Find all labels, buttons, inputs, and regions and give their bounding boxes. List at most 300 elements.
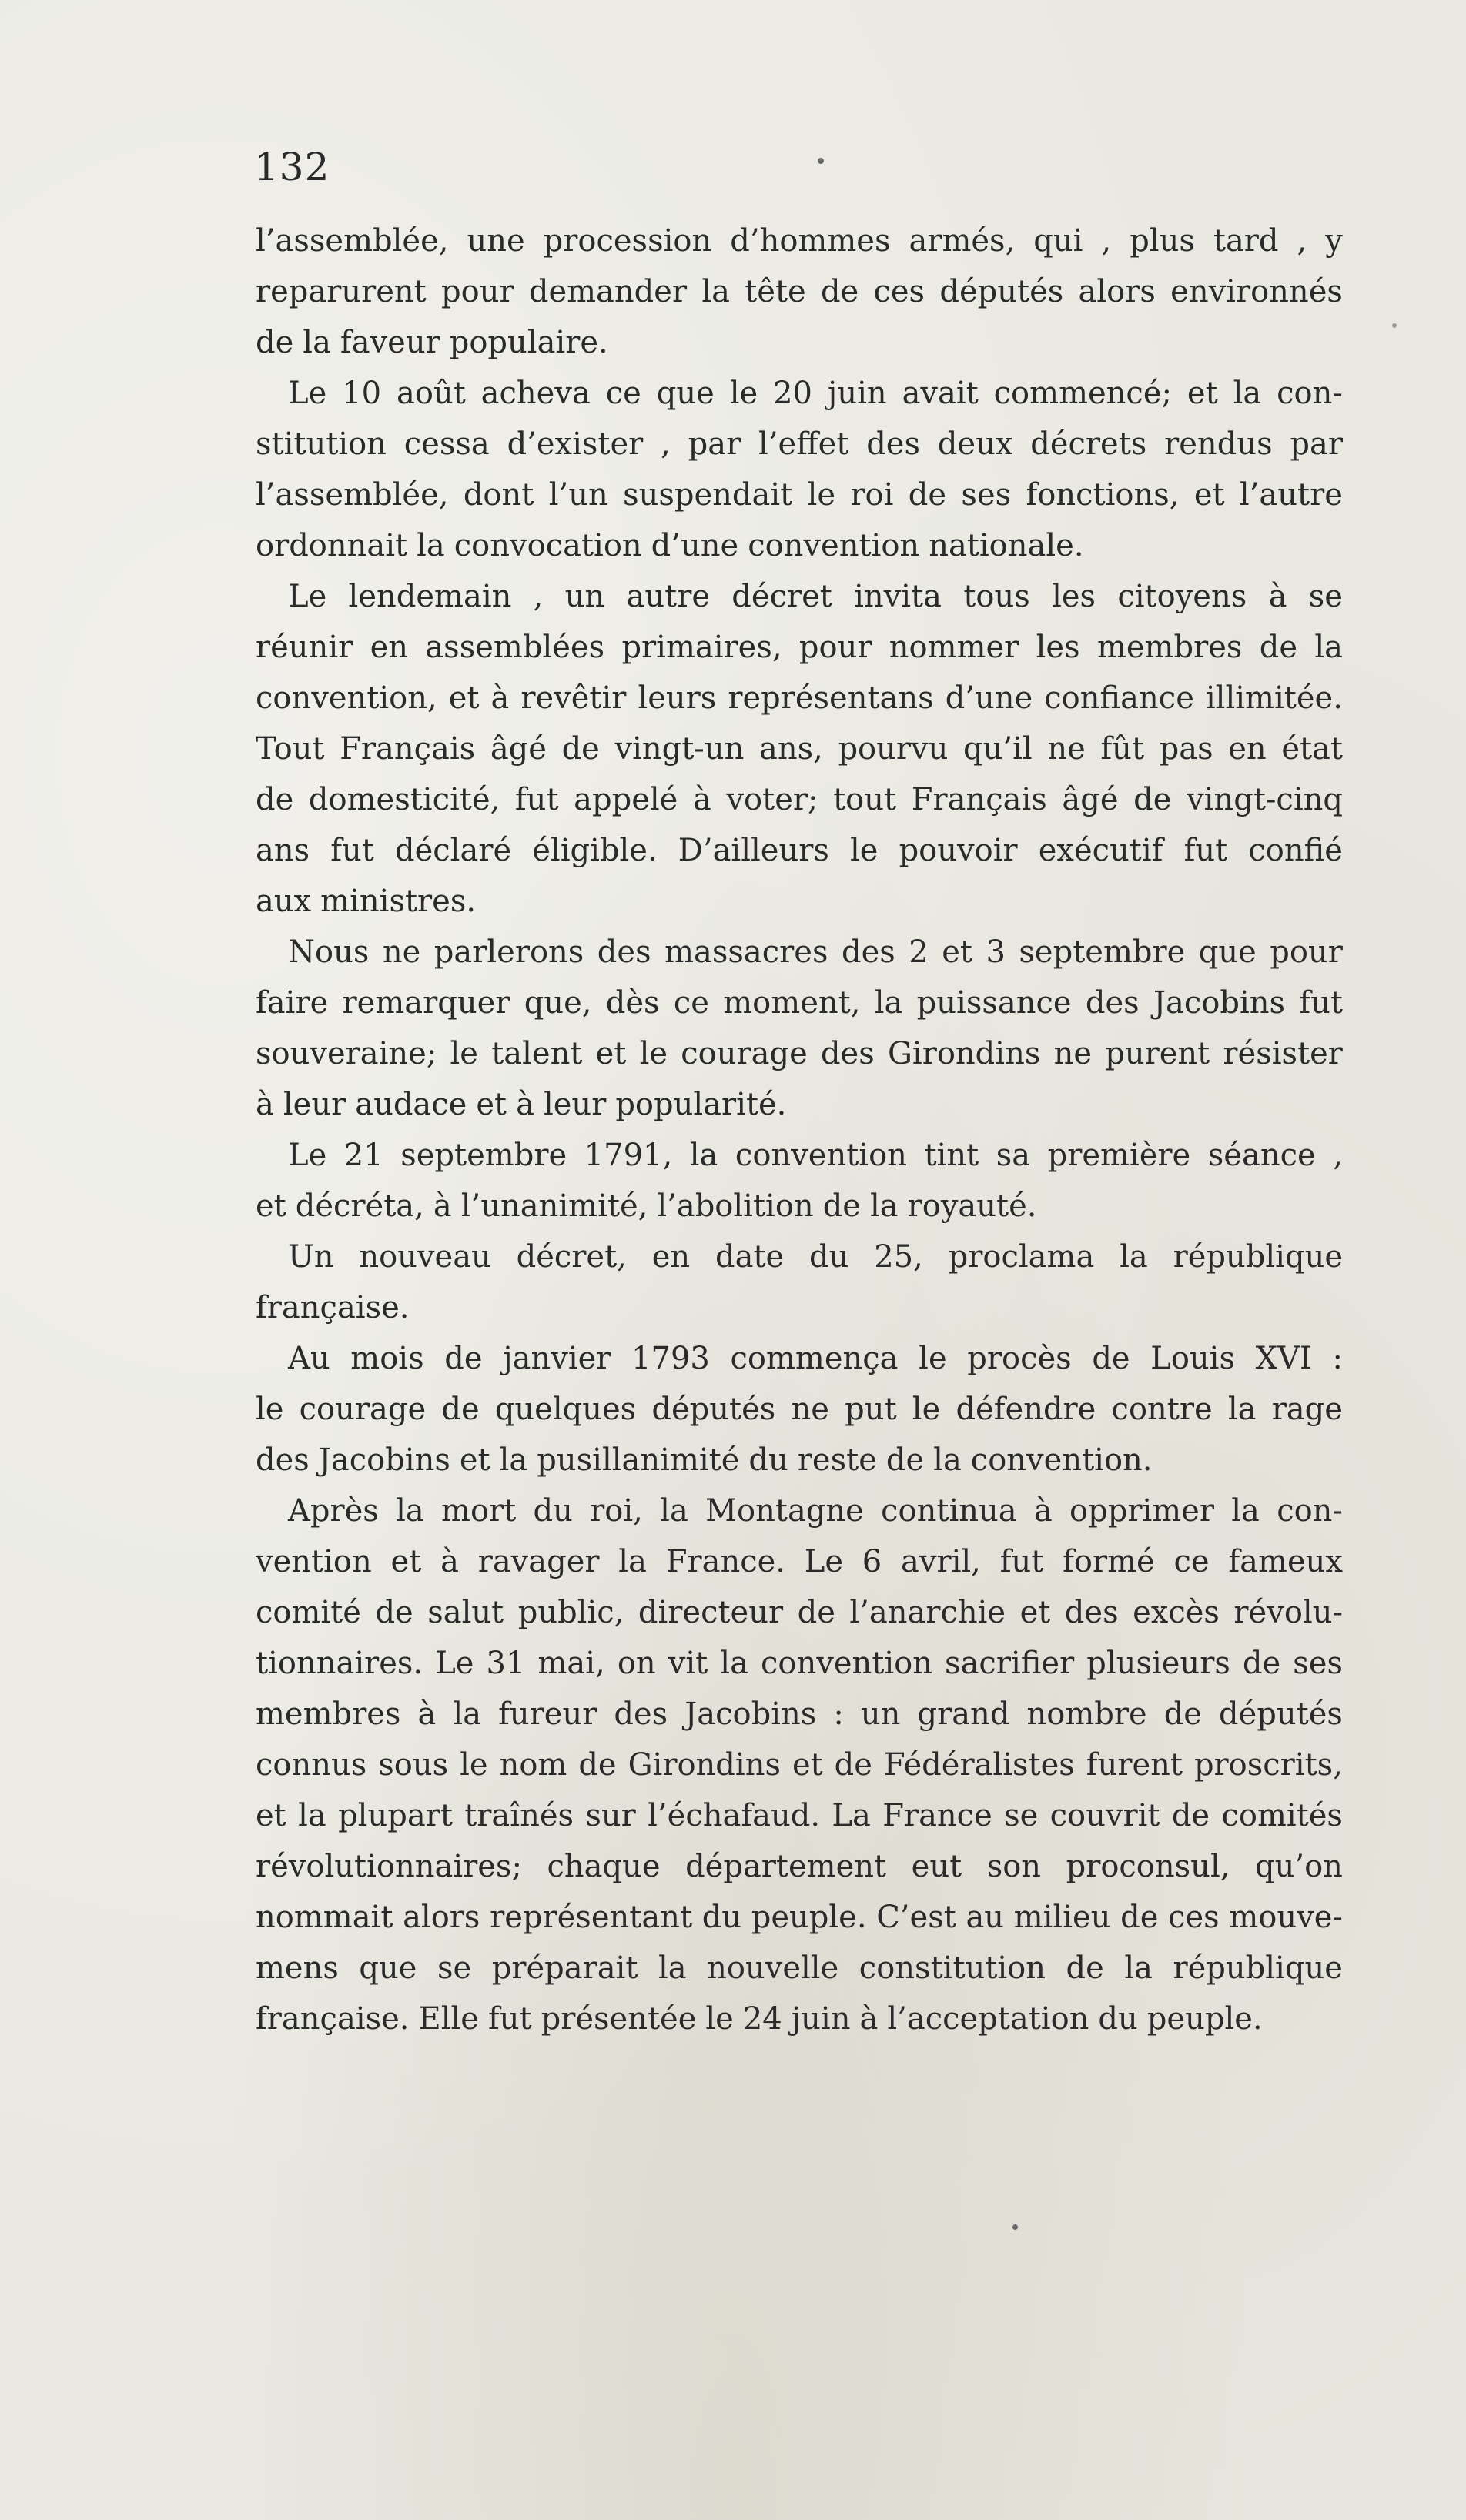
- word: juin: [827, 376, 887, 411]
- text-line: [256, 1587, 1343, 1638]
- word: reste: [797, 1442, 877, 1478]
- word: sa: [996, 1138, 1031, 1173]
- word: pour: [441, 274, 514, 309]
- word: de: [1163, 1696, 1202, 1732]
- word: mouve-: [1229, 1900, 1343, 1935]
- word: stitution: [256, 426, 387, 462]
- word: fut: [514, 782, 559, 817]
- word: et: [390, 1544, 422, 1579]
- word: par: [1290, 426, 1343, 462]
- text-line: [256, 1994, 1343, 2044]
- word: procession: [543, 223, 712, 259]
- word: Français: [340, 731, 476, 767]
- word: 21: [343, 1138, 383, 1173]
- word: fût: [1100, 731, 1145, 767]
- word: vit: [668, 1646, 708, 1681]
- word: de: [578, 1747, 617, 1783]
- text-line: [256, 1486, 1343, 1536]
- word: âgé: [490, 731, 547, 767]
- word: des: [1064, 1595, 1119, 1630]
- word: la: [720, 1646, 748, 1681]
- word: vention: [256, 1544, 372, 1579]
- word: septembre: [1019, 934, 1186, 970]
- word: des: [841, 934, 895, 970]
- word: la: [1233, 376, 1262, 411]
- word: Montagne: [705, 1493, 864, 1529]
- word: :: [833, 1696, 844, 1732]
- word: la: [689, 1138, 718, 1173]
- word: de: [375, 1595, 413, 1630]
- word: aux: [256, 884, 312, 919]
- word: ne: [791, 1392, 829, 1427]
- word: Nous: [288, 934, 370, 970]
- word: de: [561, 731, 600, 767]
- word: qui: [1033, 223, 1083, 259]
- word: éligible.: [532, 833, 658, 868]
- text-line: [256, 622, 1343, 673]
- text-line: [256, 1689, 1343, 1740]
- word: et: [942, 934, 972, 970]
- word: les: [1036, 630, 1080, 665]
- word: avril,: [901, 1544, 981, 1579]
- word: pour: [1270, 934, 1343, 970]
- word: ce: [1173, 1544, 1210, 1579]
- word: armés,: [909, 223, 1016, 259]
- word: Jacobins: [318, 1442, 450, 1478]
- word: acheva: [480, 376, 591, 411]
- word: le: [705, 2001, 734, 2037]
- word: et: [448, 680, 480, 716]
- word: fut: [999, 1544, 1044, 1579]
- word: française.: [256, 2001, 410, 2037]
- word: ans: [256, 833, 310, 868]
- word: des: [614, 1696, 668, 1732]
- word: fut: [1299, 985, 1343, 1021]
- word: 31: [486, 1646, 526, 1681]
- word: plupart: [338, 1798, 453, 1833]
- word: à: [440, 1544, 459, 1579]
- word: du: [533, 1493, 573, 1529]
- word: pusillanimité: [537, 1442, 740, 1478]
- word: de: [1092, 1341, 1130, 1376]
- word: et: [256, 1798, 286, 1833]
- word: procès: [967, 1341, 1072, 1376]
- word: un: [564, 579, 605, 614]
- word: France.: [665, 1544, 785, 1579]
- word: convention: [760, 1646, 932, 1681]
- word: Le: [288, 1138, 327, 1173]
- word: ses: [961, 477, 1012, 513]
- text-line: [256, 520, 1343, 571]
- word: convention: [735, 1138, 907, 1173]
- word: des: [1085, 985, 1140, 1021]
- text-line: [256, 1841, 1343, 1892]
- word: y: [1325, 223, 1343, 259]
- word: des: [866, 426, 921, 462]
- word: à: [516, 1087, 534, 1122]
- word: commencé;: [993, 376, 1172, 411]
- word: put: [845, 1392, 897, 1427]
- word: confiance: [1044, 680, 1194, 716]
- word: Jacobins: [684, 1696, 817, 1732]
- word: popularité.: [615, 1087, 787, 1122]
- word: de: [1242, 1646, 1281, 1681]
- word: d’hommes: [730, 223, 891, 259]
- paper-speck: [818, 158, 824, 164]
- word: séance: [1207, 1138, 1316, 1173]
- word: septembre: [400, 1138, 567, 1173]
- word: peuple.: [1146, 2001, 1263, 2037]
- text-line: [256, 1181, 1343, 1232]
- word: Girondins: [628, 1747, 781, 1783]
- text-line: [256, 368, 1343, 419]
- word: faveur: [340, 325, 440, 360]
- word: 1793: [631, 1341, 710, 1376]
- word: l’un: [548, 477, 608, 513]
- word: ne: [1047, 731, 1086, 767]
- word: la: [1124, 1950, 1153, 1986]
- word: tard: [1213, 223, 1279, 259]
- word: fut: [487, 2001, 532, 2037]
- word: mois: [350, 1341, 424, 1376]
- word: citoyens: [1117, 579, 1247, 614]
- word: des: [820, 1036, 875, 1071]
- word: quelques: [494, 1392, 637, 1427]
- word: tionnaires.: [256, 1646, 423, 1681]
- word: Girondins: [887, 1036, 1041, 1071]
- word: de: [820, 274, 859, 309]
- word: la: [298, 1798, 326, 1833]
- text-line: [256, 1435, 1343, 1486]
- word: décret: [731, 579, 832, 614]
- word: d’exister: [507, 426, 644, 462]
- word: D’ailleurs: [678, 833, 829, 868]
- word: la: [660, 1493, 688, 1529]
- word: réunir: [256, 630, 353, 665]
- word: assemblées: [425, 630, 605, 665]
- word: primaires,: [621, 630, 782, 665]
- word: opprimer: [1069, 1493, 1214, 1529]
- word: la: [417, 528, 445, 563]
- word: commença: [730, 1341, 899, 1376]
- word: plusieurs: [1086, 1646, 1230, 1681]
- word: parlerons: [433, 934, 584, 970]
- word: le: [729, 376, 758, 411]
- word: confié: [1248, 833, 1343, 868]
- text-line: [256, 724, 1343, 774]
- word: souveraine;: [256, 1036, 437, 1071]
- word: en: [370, 630, 408, 665]
- word: Le: [804, 1544, 844, 1579]
- word: le: [807, 477, 836, 513]
- word: résister: [1223, 1036, 1343, 1071]
- word: la: [869, 1188, 899, 1224]
- word: leur: [543, 1087, 607, 1122]
- word: de: [1133, 782, 1172, 817]
- word: première: [1047, 1138, 1191, 1173]
- word: à: [256, 1087, 274, 1122]
- word: députés: [1219, 1696, 1343, 1732]
- word: état: [1281, 731, 1343, 767]
- word: courage: [681, 1036, 808, 1071]
- word: revêtir: [520, 680, 627, 716]
- word: fut: [330, 833, 374, 868]
- word: talent: [491, 1036, 583, 1071]
- word: des: [256, 1442, 310, 1478]
- word: département: [685, 1849, 887, 1884]
- word: exécutif: [1038, 833, 1163, 868]
- word: roi,: [590, 1493, 643, 1529]
- word: la: [658, 1950, 687, 1986]
- word: nouvelle: [707, 1950, 839, 1986]
- word: au: [966, 1900, 1005, 1935]
- word: suspendait: [623, 477, 793, 513]
- word: couvrit: [1049, 1798, 1160, 1833]
- word: audace: [355, 1087, 467, 1122]
- text-line: [256, 317, 1343, 368]
- word: France: [882, 1798, 992, 1833]
- word: XVI: [1255, 1341, 1312, 1376]
- word: défendre: [956, 1392, 1096, 1427]
- word: 20: [773, 376, 812, 411]
- word: députés: [651, 1392, 776, 1427]
- word: à: [1033, 1493, 1053, 1529]
- paper-speck: [1012, 2224, 1018, 2230]
- word: La: [832, 1798, 871, 1833]
- word: autre: [626, 579, 710, 614]
- word: le: [919, 1341, 947, 1376]
- word: convocation: [454, 528, 642, 563]
- word: on: [617, 1646, 656, 1681]
- word: courage: [299, 1392, 427, 1427]
- word: puissance: [916, 985, 1072, 1021]
- word: la: [453, 1696, 482, 1732]
- word: Un: [288, 1239, 334, 1275]
- word: remarquer: [342, 985, 510, 1021]
- word: de: [822, 1188, 861, 1224]
- word: et: [1193, 477, 1225, 513]
- word: à: [417, 1696, 437, 1732]
- word: qu’on: [1254, 1849, 1343, 1884]
- word: le: [450, 1036, 478, 1071]
- word: Français: [911, 782, 1047, 817]
- word: environnés: [1170, 274, 1343, 309]
- word: française.: [256, 1290, 410, 1325]
- word: l’échafaud.: [648, 1798, 821, 1833]
- word: ces: [873, 274, 925, 309]
- word: pas: [1159, 731, 1213, 767]
- word: ses: [1293, 1646, 1343, 1681]
- word: à: [859, 2001, 879, 2037]
- word: convention,: [256, 680, 437, 716]
- text-line: [256, 1536, 1343, 1587]
- word: nombre: [1026, 1696, 1147, 1732]
- word: convention: [748, 528, 920, 563]
- word: ans,: [758, 731, 823, 767]
- word: Tout: [256, 731, 325, 767]
- word: qu’il: [963, 731, 1033, 767]
- word: connus: [256, 1747, 367, 1783]
- word: de: [444, 1341, 483, 1376]
- word: illimitée.: [1205, 680, 1343, 716]
- text-line: [256, 1638, 1343, 1689]
- word: janvier: [503, 1341, 611, 1376]
- word: massacres: [664, 934, 828, 970]
- word: 10: [342, 376, 382, 411]
- word: et: [476, 1087, 507, 1122]
- word: 1791,: [584, 1138, 673, 1173]
- text-line: [256, 1282, 1343, 1333]
- word: représentant: [490, 1900, 693, 1935]
- body-text: [256, 216, 1343, 2044]
- word: le: [850, 833, 879, 868]
- word: proconsul,: [1066, 1849, 1230, 1884]
- word: fameux: [1228, 1544, 1343, 1579]
- word: l’assemblée,: [256, 223, 449, 259]
- text-line: [256, 571, 1343, 622]
- word: membres: [1096, 630, 1243, 665]
- word: roi: [850, 477, 894, 513]
- word: et: [459, 1442, 490, 1478]
- word: se: [1308, 579, 1343, 614]
- word: pourvu: [838, 731, 949, 767]
- word: à: [692, 782, 711, 817]
- text-line: [256, 673, 1343, 724]
- word: l’autre: [1239, 477, 1343, 513]
- word: du: [701, 1900, 742, 1935]
- word: août: [396, 376, 466, 411]
- word: nouveau: [359, 1239, 491, 1275]
- word: proclama: [948, 1239, 1095, 1275]
- word: âgé: [1062, 782, 1119, 817]
- word: la: [1227, 1392, 1257, 1427]
- text-line: [256, 470, 1343, 520]
- word: directeur: [638, 1595, 784, 1630]
- text-line: [256, 1028, 1343, 1079]
- word: que: [1198, 934, 1257, 970]
- word: ministres.: [320, 884, 477, 919]
- word: d’une: [651, 528, 739, 563]
- word: ,: [1101, 223, 1112, 259]
- word: représentans: [728, 680, 934, 716]
- word: demander: [528, 274, 688, 309]
- word: sur: [585, 1798, 636, 1833]
- word: que: [656, 376, 715, 411]
- word: fonctions,: [1026, 477, 1180, 513]
- word: voter;: [726, 782, 818, 817]
- word: tout: [833, 782, 897, 817]
- word: république: [1173, 1239, 1343, 1275]
- word: reparurent: [256, 274, 427, 309]
- word: ordonnait: [256, 528, 408, 563]
- word: le: [256, 1392, 284, 1427]
- word: Au: [288, 1341, 330, 1376]
- word: sous: [378, 1747, 449, 1783]
- word: alors: [403, 1900, 480, 1935]
- word: et: [792, 1747, 823, 1783]
- word: la: [874, 985, 903, 1021]
- word: sacrifier: [945, 1646, 1075, 1681]
- word: convention.: [970, 1442, 1153, 1478]
- word: une: [467, 223, 525, 259]
- word: ,: [661, 426, 671, 462]
- text-line: [256, 1384, 1343, 1435]
- word: 24: [742, 2001, 782, 2037]
- word: d’une: [945, 680, 1033, 716]
- word: domesticité,: [308, 782, 500, 817]
- word: avait: [902, 376, 979, 411]
- word: plus: [1130, 223, 1195, 259]
- word: ,: [1297, 223, 1307, 259]
- word: du: [809, 1239, 849, 1275]
- word: salut: [427, 1595, 504, 1630]
- word: déclaré: [395, 833, 512, 868]
- text-line: [256, 1943, 1343, 1994]
- word: du: [1098, 2001, 1138, 2037]
- word: formé: [1063, 1544, 1155, 1579]
- word: la: [1314, 630, 1343, 665]
- word: nommer: [889, 630, 1019, 665]
- word: la: [1120, 1239, 1148, 1275]
- word: purent: [1105, 1036, 1210, 1071]
- text-line: [256, 1790, 1343, 1841]
- word: milieu: [1013, 1900, 1111, 1935]
- word: de: [256, 325, 294, 360]
- word: Jacobins: [1153, 985, 1286, 1021]
- word: Le: [435, 1646, 474, 1681]
- word: la: [1231, 1493, 1260, 1529]
- word: l’anarchie: [849, 1595, 1006, 1630]
- word: en: [651, 1239, 691, 1275]
- word: nom: [499, 1747, 567, 1783]
- word: des: [597, 934, 651, 970]
- text-line: [256, 1232, 1343, 1282]
- word: la: [933, 1442, 962, 1478]
- word: ne: [382, 934, 421, 970]
- word: de: [441, 1392, 480, 1427]
- word: Après: [288, 1493, 379, 1529]
- word: à: [490, 680, 510, 716]
- word: se: [437, 1950, 472, 1986]
- word: con-: [1277, 376, 1343, 411]
- word: C’est: [876, 1900, 956, 1935]
- word: dès: [605, 985, 660, 1021]
- word: peuple.: [751, 1900, 867, 1935]
- text-line: [256, 825, 1343, 876]
- text-line: [256, 216, 1343, 266]
- word: le: [912, 1392, 941, 1427]
- word: :: [1332, 1341, 1343, 1376]
- word: que,: [524, 985, 592, 1021]
- word: furent: [1086, 1747, 1183, 1783]
- word: de: [1259, 630, 1298, 665]
- text-line: [256, 1079, 1343, 1130]
- word: le: [460, 1747, 488, 1783]
- word: la: [303, 325, 331, 360]
- word: l’assemblée,: [256, 477, 449, 513]
- word: tête: [745, 274, 806, 309]
- word: tint: [924, 1138, 979, 1173]
- word: mai,: [537, 1646, 605, 1681]
- word: constitution: [859, 1950, 1046, 1986]
- word: son: [986, 1849, 1042, 1884]
- page-number: 132: [254, 145, 330, 189]
- word: préparait: [491, 1950, 638, 1986]
- word: la: [396, 1493, 424, 1529]
- word: de: [256, 782, 294, 817]
- word: ce: [673, 985, 709, 1021]
- word: du: [748, 1442, 788, 1478]
